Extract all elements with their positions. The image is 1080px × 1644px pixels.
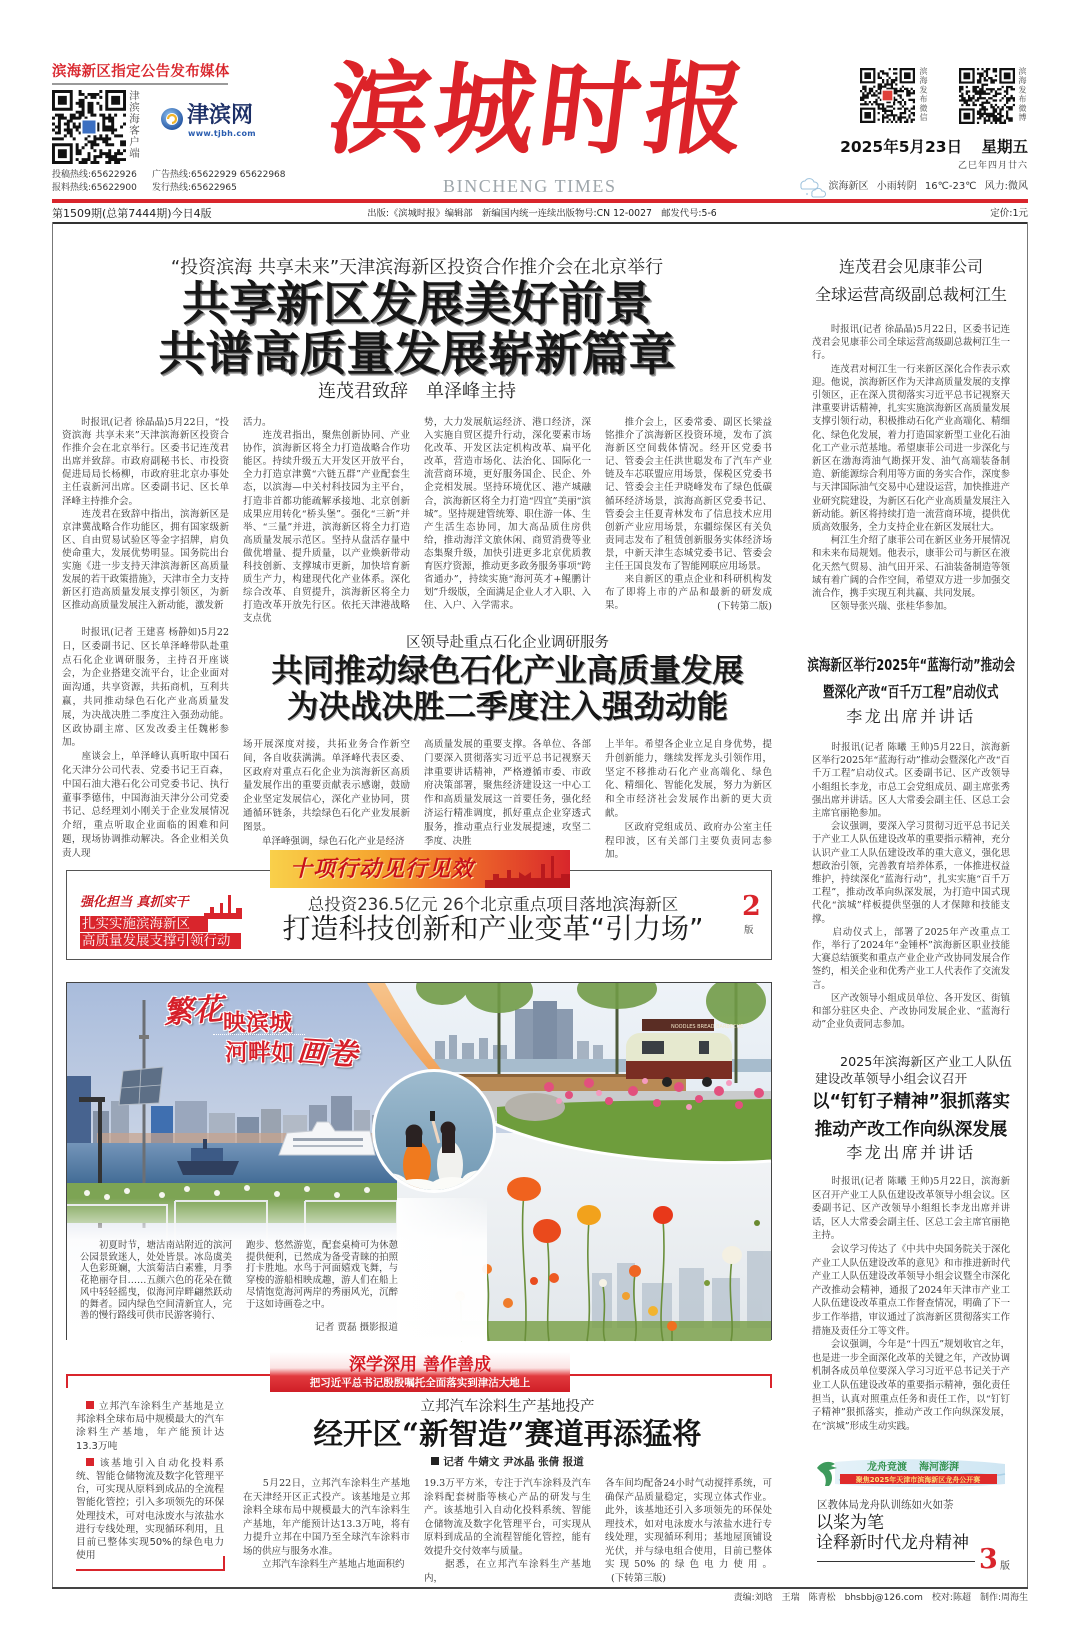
paragraph: 连茂君在致辞中指出，滨海新区是京津冀战略合作功能区，拥有国家级新区、自由贸易试验区等金字招牌，肩负使命重大，发展优势明显。国务院出台实施《进一步支持天津滨海新区高质量发展的若干政策措施》，天津市全力支持新区打造高质量发展支撑引领区，为新区推动高质量发展注入新动能，激发新 — [62, 508, 229, 612]
designated-media-notice: 滨海新区指定公告发布媒体 — [52, 64, 230, 80]
factory-skyline-icon — [204, 893, 242, 919]
paragraph: 各车间均配备24小时气动搅拌系统，可确保产品质量稳定，实现立体式作业。此外，该基地还引入多项领先的环保处理技术，如对电泳废水与浓盐水进行专线处理，实现循环利用；基地屋顶铺设光伏，并与绿电组合使用，目前已整体实现50%的绿色电力使用。 — [605, 1478, 772, 1570]
paragraph: 时报讯(记者 陈曦 王帅)5月22日，滨海新区召开产业工人队伍建设改革领导小组会议。区委副书记、区产改领导小组组长李龙出席并讲话，区人大常委会副主任、区总工会主席官丽艳主持。 — [812, 1176, 1010, 1242]
lead-subhead: 连茂君致辞 单泽峰主持 — [318, 381, 516, 402]
qr-code-icon — [52, 90, 126, 164]
paragraph: 连茂君对柯江生一行来新区深化合作表示欢迎。他说，滨海新区作为天津高质量发展的支撑引领区，正在深入贯彻落实习近平总书记视察天津重要讲话精神，扎实实施滨海新区高质量发展支撑引领行动，积极推动石化产业高端化、精细化、绿色化发展，着力打造国家新型工业化石油化工产业示范基地。希望康菲公司进一步深化与新区在渤海湾油气勘探开发、油气高端装备制造、新能源综合利用等方面的务实合作，深度参与天津国际油气交易中心建设运营，加快推进产业研究院建设，为新区石化产业高质量发展注入新动能。新区将持续打造一流营商环境，提供优质高效服务，全力支持企业在新区发展壮大。 — [812, 363, 1010, 534]
paragraph: 座谈会上，单泽峰认真听取中国石化天津分公司代表、党委书记王百森，中国石油大港石化公司党委书记、执行董事季德伟，中国海油天津分公司党委书记、总经理刘小刚关于企业发展情况介绍，重点听取企业面临的困难和问题，现场协调推动解决。各企业相关负责人现 — [62, 751, 229, 859]
wechat-label: 滨海发布微信 — [919, 67, 928, 123]
weather-region: 滨海新区 — [828, 181, 869, 192]
paragraph: 势，大力发展航运经济、港口经济，深入实施自贸区提升行动，深化要素市场化改革、开发区法定机构改革、扁平化改革，营造市场化、法治化、国际化一流营商环境，更好服务国企、民企、外企竞相发展。坚持环境优区、港产城融合，滨海新区将全力打造“四宜”美丽“滨城”。坚持规建管统筹、职住游一体、生产生活生态协同，加大高品质住房供给，推动海洋文旅休闲、商贸消费等业态集聚升级，加快引进更多北京优质教育医疗资源，推动更多政务服务事项“跨省通办”，持续实施“海河英才+鲲鹏计划”升级版，全面满足企业人才入职、入住、入户、入学需求。 — [424, 417, 591, 612]
weather-condition: 小雨转阴 — [876, 181, 917, 192]
issue-weekday: 星期五 — [981, 138, 1028, 156]
dragon-boat-promo[interactable] — [790, 1450, 1027, 1587]
paragraph: 区政府党组成员、政府办公室主任程印波，区有关部门主要负责同志参加。 — [605, 821, 772, 861]
action-panel-line1: 扎实实施滨海新区 — [80, 916, 208, 932]
publisher-info: 出版:《滨城时报》编辑部 新编国内统一连续出版物号:CN 12-0027 邮发代号:5-6 — [367, 208, 717, 219]
paragraph: 时报讯(记者 陈曦 王帅)5月22日，滨海新区举行2025年“蓝海行动”推动会暨深化产改“百千万工程”启动仪式。区委副书记、区产改领导小组组长李龙，市总工会党组成员、副主席张秀强出席并讲话。区人大常委会副主任、区总工会主席官丽艳参加。 — [812, 742, 1010, 820]
photo-credit: 记者 贾磊 摄影报道 — [315, 1322, 398, 1333]
study-banner-tab — [270, 1352, 570, 1392]
conoco-body — [812, 323, 1010, 615]
bluesea-body — [812, 741, 1010, 1031]
caravan-sign: NOODLES BREAD BARBECUE — [671, 1024, 744, 1030]
nippon-continued-link[interactable]: (下转第三版) — [611, 1572, 666, 1584]
dragon-page-suffix: 版 — [1000, 1561, 1010, 1572]
highlight-item — [76, 1400, 224, 1453]
paragraph: 19.3万平方米，专注于汽车涂料及汽车涂料配套树脂等核心产品的研发与生产。该基地引入自动化投料系统、智能仓储物流及数字化管理平台，可实现从原料到成品的全流程智能化管控，能有效提升交付效率与质量。 — [424, 1478, 591, 1557]
workforce-kicker-line1: 2025年滨海新区产业工人队伍 — [840, 1054, 1012, 1069]
notice-underline — [52, 83, 228, 85]
bluesea-headline-line2-text: 暨深化产改“百千万工程”启动仪式 — [823, 683, 999, 701]
dragon-head-icon — [817, 1462, 837, 1486]
site-logo-name: 津滨网 — [187, 103, 254, 128]
nippon-column-2 — [424, 1477, 591, 1586]
issue-number: 第1509期(总第7444期)今日4版 — [52, 207, 212, 220]
dragon-banner-strip: 聚焦2025年天津市滨海新区龙舟公开赛 — [855, 1476, 981, 1484]
page-frame-right — [1027, 222, 1028, 1588]
photo-title-part4: 画卷 — [295, 1033, 359, 1074]
photo-feature — [66, 982, 772, 1340]
weibo-label: 滨海发布微博 — [1018, 67, 1027, 123]
dragon-banner-title-a: 龙舟竞渡 — [867, 1462, 907, 1473]
cloud-icon — [795, 175, 829, 199]
nippon-byline — [243, 1455, 772, 1469]
highlight-text: 该基地引入自动化投料系统、智能仓储物流及数字化管理平台，可实现从原料到成品的全流程智能化管控；引入多项领先的环保处理技术，可对电泳废水与浓盐水进行专线处理，实现循环利用，且目前已整体实现50%的绿色电力使用 — [76, 1457, 224, 1562]
study-banner-subtitle: 把习近平总书记殷殷嘱托全面落实到津沽大地上 — [309, 1377, 531, 1389]
paragraph: 高质量发展的重要支撑。各单位、各部门要深入贯彻落实习近平总书记视察天津重要讲话精神，严格遵循市委、市政府决策部署，聚焦经济建设这一中心工作和高质量发展这一首要任务，强化经济运行精准调度，抓好重点企业穿透式服务，推动重点行业发展提速，攻坚二季度、决胜 — [424, 739, 591, 847]
weather-wind: 风力:微风 — [984, 181, 1028, 192]
action-banner-tab-title: 十项行动见行见效 — [290, 856, 475, 882]
hotline-submission: 投稿热线:65622926 — [52, 170, 137, 180]
conoco-headline-line1: 连茂君会见康菲公司 — [838, 257, 983, 276]
petrochem-headline-line2: 为决战决胜二季度注入强劲动能 — [286, 689, 728, 725]
lead-kicker: “投资滨海 共享未来”天津滨海新区投资合作推介会在北京举行 — [170, 257, 664, 278]
hotline-distribution: 发行热线:65622965 — [152, 183, 237, 193]
action-page-suffix: 版 — [744, 925, 754, 936]
bluesea-headline-line1 — [807, 654, 1015, 678]
qr-code-icon — [959, 68, 1015, 124]
site-logo-url: www.tjbh.com — [188, 129, 256, 138]
paragraph: 时报讯(记者 徐晶晶)5月22日，“投资滨海 共享未来”天津滨海新区投资合作推介会在北京举行。区委书记连茂君出席并致辞。市政府副秘书长、市投资促进局局长杨柳，市政府驻北京办事处主任袁新河出席。区委副书记、区长单泽峰主持推介会。 — [62, 417, 229, 507]
tjbh-logo-icon — [160, 107, 184, 131]
masthead-title: 滨城时报 — [322, 50, 758, 168]
action-page-number: 2 — [742, 891, 761, 922]
bluesea-headline-line2 — [812, 681, 1010, 705]
nippon-kicker: 立邦汽车涂料生产基地投产 — [420, 1399, 595, 1415]
header-red-rule — [52, 199, 1028, 203]
lead-column-4-text — [605, 416, 772, 612]
paragraph: 来自新区的重点企业和科研机构发布了即将上市的产品和最新的研发成果。 — [605, 574, 772, 612]
workforce-headline-line2: 推动产改工作向纵深发展 — [814, 1120, 1008, 1140]
highlights-bracket-side — [223, 1556, 225, 1571]
qr-center-logo — [882, 90, 893, 101]
action-panel-line2: 高质量发展支撑引领行动 — [80, 933, 241, 949]
weather-temperature: 16℃-23℃ — [924, 181, 977, 192]
workforce-body — [812, 1175, 1010, 1441]
photo-title-divider — [213, 1034, 305, 1035]
workforce-kicker-line2: 建设改革领导小组会议召开 — [815, 1071, 968, 1086]
lead-column-2 — [243, 416, 410, 625]
paragraph: 会议强调，今年是“十四五”规划收官之年，也是进一步全面深化改革的关键之年，产改协调机制各成员单位要深入学习习近平总书记关于产业工人队伍建设改革的重要指示精神，强化责任担当，认真对照重点任务和责任工作，以“钉钉子精神”狠抓落实，推动产改工作向纵深发展，在“滨城”形成生动实践。 — [812, 1339, 1010, 1432]
dragon-banner-title-b: 海河澎湃 — [919, 1462, 959, 1473]
dragon-kicker: 区教体局龙舟队训练如火如荼 — [817, 1499, 954, 1511]
photo-title-part3: 河畔如 — [225, 1039, 294, 1066]
paragraph: 单泽峰强调，绿色石化产业是经济 — [243, 835, 405, 847]
action-headline[interactable]: 打造科技创新和产业变革“引力场” — [282, 912, 704, 945]
highlight-text: 立邦汽车涂料生产基地是立邦涂料全球布局中规模最大的汽车涂料生产基地，年产能预计达13.3万吨 — [76, 1401, 224, 1452]
paragraph: 场开展深度对接，共拓业务合作新空间，各自收获满满。单泽峰代表区委、区政府对重点石化企业为滨海新区高质量发展作出的重要贡献表示感谢，鼓励企业坚定发展信心，深化产业协同，贯通循环链条，共绘绿色石化产业发展新图景。 — [243, 739, 410, 833]
issue-date-line — [840, 137, 1028, 157]
page-frame-left — [52, 222, 53, 1588]
paragraph: 区领导张兴瑞、张桂华参加。 — [812, 601, 953, 613]
highlight-item — [76, 1457, 224, 1563]
dragon-headline-line1: 以桨为笔 — [816, 1513, 884, 1533]
lead-continued-link[interactable]: (下转第二版) — [713, 600, 772, 613]
square-bullet-icon — [431, 1457, 439, 1465]
paragraph: 区产改领导小组成员单位、各开发区、街镇和部分驻区央企、产改协同发展企业、“蓝海行动”企业负责同志参加。 — [812, 992, 1010, 1031]
workforce-headline-line1: 以“钉钉子精神”狠抓落实 — [811, 1092, 1010, 1112]
qr-center-logo — [82, 120, 97, 135]
paragraph: 时报讯(记者 徐晶晶)5月22日，区委书记连茂君会见康菲公司全球运营高级副总裁柯江生一行。 — [812, 324, 1010, 362]
paragraph: 会议强调，要深入学习贯彻习近平总书记关于产业工人队伍建设改革的重要指示精神，充分认识产业工人队伍建设改革的重大意义，强化思想政治引领，完善教育培养体系，一体推进权益维护，持续深化“蓝海行动”，扎实实施“百千万工程”，推动改革向纵深发展，为打造中国式现代化“滨城”样板提供坚强的人才保障和技能支撑。 — [812, 821, 1010, 925]
nippon-column-3-text — [605, 1478, 772, 1570]
nippon-byline-text: 记者 牛婧文 尹冰晶 张倩 报道 — [443, 1456, 584, 1468]
bluesea-headline-line1-text: 滨海新区举行2025年“蓝海行动”推动会 — [807, 656, 1015, 674]
petrochem-column-4 — [605, 738, 772, 861]
hotline-tips: 报料热线:65622900 — [52, 183, 137, 193]
paragraph: 推介会上，区委常委、副区长梁益铭推介了滨海新区投资环境，发布了滨海新区空间载体情况。经开区党委书记、管委会主任洪世聪发布了汽车产业链及车芯联盟应用场景，保税区党委书记、管委会主任尹晓峰发布了绿色低碳循环经济场景，滨海高新区党委书记、管委会主任夏青林发布了信息技术应用创新产业应用场景，东疆综保区有关负责同志发布了租赁创新服务实体经济场景，中新天津生态城党委书记、管委会主任王国良发布了智能网联应用场景。 — [605, 417, 772, 573]
lead-headline-line2: 共谱高质量发展崭新篇章 — [158, 327, 676, 382]
masthead-subtitle: BINCHENG TIMES — [443, 176, 617, 196]
photo-title-part2: 映滨城 — [223, 1009, 292, 1036]
photo-title-part1: 繁花 — [161, 991, 225, 1032]
paragraph: 时报讯(记者 王建喜 杨静如)5月22日，区委副书记、区长单泽峰带队赴重点石化企业调研服务，主持召开座谈会，为企业搭建交流平台，让企业面对面沟通，共享资源，共拓商机，互利共赢，共同推动绿色石化产业高质量发展，为决战决胜二季度注入强劲动能。区政协副主席、区发改委主任魏彬参加。 — [62, 627, 229, 749]
app-label: 津滨海客户端 — [128, 90, 140, 159]
nippon-column-3 — [605, 1477, 772, 1586]
lead-column-3 — [424, 416, 591, 613]
petrochem-headline-line1: 共同推动绿色石化产业高质量发展 — [271, 653, 744, 689]
nippon-column-1 — [243, 1477, 410, 1586]
factory-skyline-icon — [485, 852, 570, 888]
square-bullet-icon — [86, 1401, 94, 1409]
dragon-headline-line2: 诠释新时代龙舟精神 — [816, 1533, 969, 1553]
paragraph: 活力。 — [243, 417, 272, 428]
bluesea-subhead: 李龙出席并讲话 — [846, 707, 976, 726]
section-bracket-right-tick — [770, 1374, 772, 1388]
action-page-ref[interactable] — [740, 892, 764, 942]
petrochem-kicker: 区领导赴重点石化企业调研服务 — [406, 635, 609, 651]
photo-caption-column-2: 跑步、悠然游览，配套桌椅可为休憩提供便利，已然成为备受青睐的拍照打卡胜地。水鸟于河面嬉戏飞舞，与穿梭的游船相映成趣，游人们在船上尽情饱览海河两岸的秀丽风光，沉醉于这如诗画卷之中。 — [246, 1240, 398, 1310]
section-bracket-left-tick — [66, 1374, 68, 1388]
paragraph: 5月22日，立邦汽车涂料生产基地在天津经开区正式投产。该基地是立邦涂料全球布局中规模最大的汽车涂料生产基地，年产能预计达13.3万吨，将有力提升立邦在中国乃至全球汽车涂料市场的供应与服务水准。 — [243, 1478, 410, 1557]
action-panel-title: 强化担当 真抓实干 — [80, 895, 189, 910]
lead-column-1 — [62, 416, 229, 613]
square-bullet-icon — [86, 1458, 94, 1466]
paragraph: 会议学习传达了《中共中央国务院关于深化产业工人队伍建设改革的意见》和市推进新时代产业工人队伍建设改革领导小组会议暨全市深化产改推动会精神，通报了2024年天津市产业工人队伍建设改革重点工作督查情况，明确了下一步工作举措，审议通过了滨海新区贯彻落实工作措施及责任分工等文件。 — [812, 1243, 1010, 1337]
dragon-underline — [817, 1561, 975, 1562]
nippon-headline: 经开区“新智造”赛道再添猛将 — [313, 1416, 702, 1451]
action-banner-tab — [270, 850, 570, 888]
petrochem-column-2 — [243, 738, 410, 847]
header-black-rule — [52, 222, 1028, 224]
lunar-date: 乙巳年四月廿六 — [957, 161, 1028, 171]
paragraph: 据悉，在立邦汽车涂料生产基地内， — [424, 1559, 591, 1584]
workforce-subhead: 李龙出席并讲话 — [846, 1143, 976, 1162]
petrochem-column-1 — [62, 626, 229, 859]
site-logo[interactable] — [158, 104, 258, 140]
paragraph: 连茂君指出，聚焦创新协同、产业协作，滨海新区将全力打造战略合作功能区。持续升级五大开发区开放平台，全力打造京津冀“六链五群”产业配套生态，以滨海—中关村科技园为主平台，打造非首都功能疏解承接地、北京创新成果应用转化“桥头堡”。强化“三新”并举、“三量”并进，滨海新区将全力打造高质量发展示范区。坚持从盘活存量中做优增量、提升质量，以产业焕新带动科技创新、支撑城市更新，加快培育新质生产力，构建现代化产业体系。深化综合改革、自贸提升，滨海新区将全力打造改革开放先行区。依托天津港战略支点优 — [243, 430, 410, 625]
paragraph: 柯江生介绍了康菲公司在新区业务开展情况和未来布局规划。他表示，康菲公司与新区在液化天然气贸易、油气田开采、石油装备制造等领域有着广阔的合作空间，希望双方进一步加强交流合作，携手实现互利共赢、共同发展。 — [812, 535, 1010, 600]
lead-headline-line1: 共享新区发展美好前景 — [182, 277, 652, 332]
study-banner-title: 深学深用 善作善成 — [349, 1355, 491, 1375]
paragraph: 立邦汽车涂料生产基地占地面积约 — [243, 1559, 405, 1570]
dragon-page-number[interactable]: 3 — [979, 1544, 998, 1575]
hotline-advertising: 广告热线:65622929 65622968 — [152, 170, 286, 180]
paragraph: 上半年。希望各企业立足自身优势，提升创新能力，继续发挥龙头引领作用，坚定不移推动石化产业高端化、绿色化、精细化、智能化发展，努力为新区和全市经济社会发展作出新的更大贡献。 — [605, 739, 772, 819]
bottom-rule — [52, 1587, 1028, 1589]
action-kicker: 总投资236.5亿元 26个北京重点项目落地滨海新区 — [307, 895, 679, 914]
weather-line — [829, 180, 1028, 194]
qr-code-icon — [860, 68, 915, 123]
issue-date: 2025年5月23日 — [840, 138, 963, 156]
paragraph: 启动仪式上，部署了2025年产改重点工作，举行了2024年“金锤杯”滨海新区职业技能大赛总结颁奖和重点产业企业产改协同发展合作签约，相关企业和优秀产业工人代表作了交流发言。 — [812, 926, 1010, 991]
lead-column-4 — [605, 416, 772, 613]
petrochem-column-3 — [424, 738, 591, 847]
dragon-boat-banner — [815, 1458, 1011, 1488]
photo-caption-column-1: 初夏时节，塘沽南站附近的滨河公园景致迷人，处处皆景。冰岛虞美人色彩斑斓，大滨菊洁白素雅，月季花艳丽夺目……五颜六色的花朵在微风中轻轻摇曳，似海河岸畔翩然跃动的舞者。园内绿色空间清新宜人，完善的慢行路线可供市民游客骑行、 — [80, 1240, 232, 1322]
nippon-highlights — [76, 1400, 224, 1566]
price: 定价:1元 — [990, 208, 1028, 219]
footer-credits: 责编:刘晗 王瑞 陈青松 bhsbbj@126.com 校对:陈超 制作:周海生 — [733, 1593, 1028, 1603]
conoco-headline-line2: 全球运营高级副总裁柯江生 — [814, 285, 1007, 304]
highlights-bracket-bottom — [76, 1569, 225, 1571]
